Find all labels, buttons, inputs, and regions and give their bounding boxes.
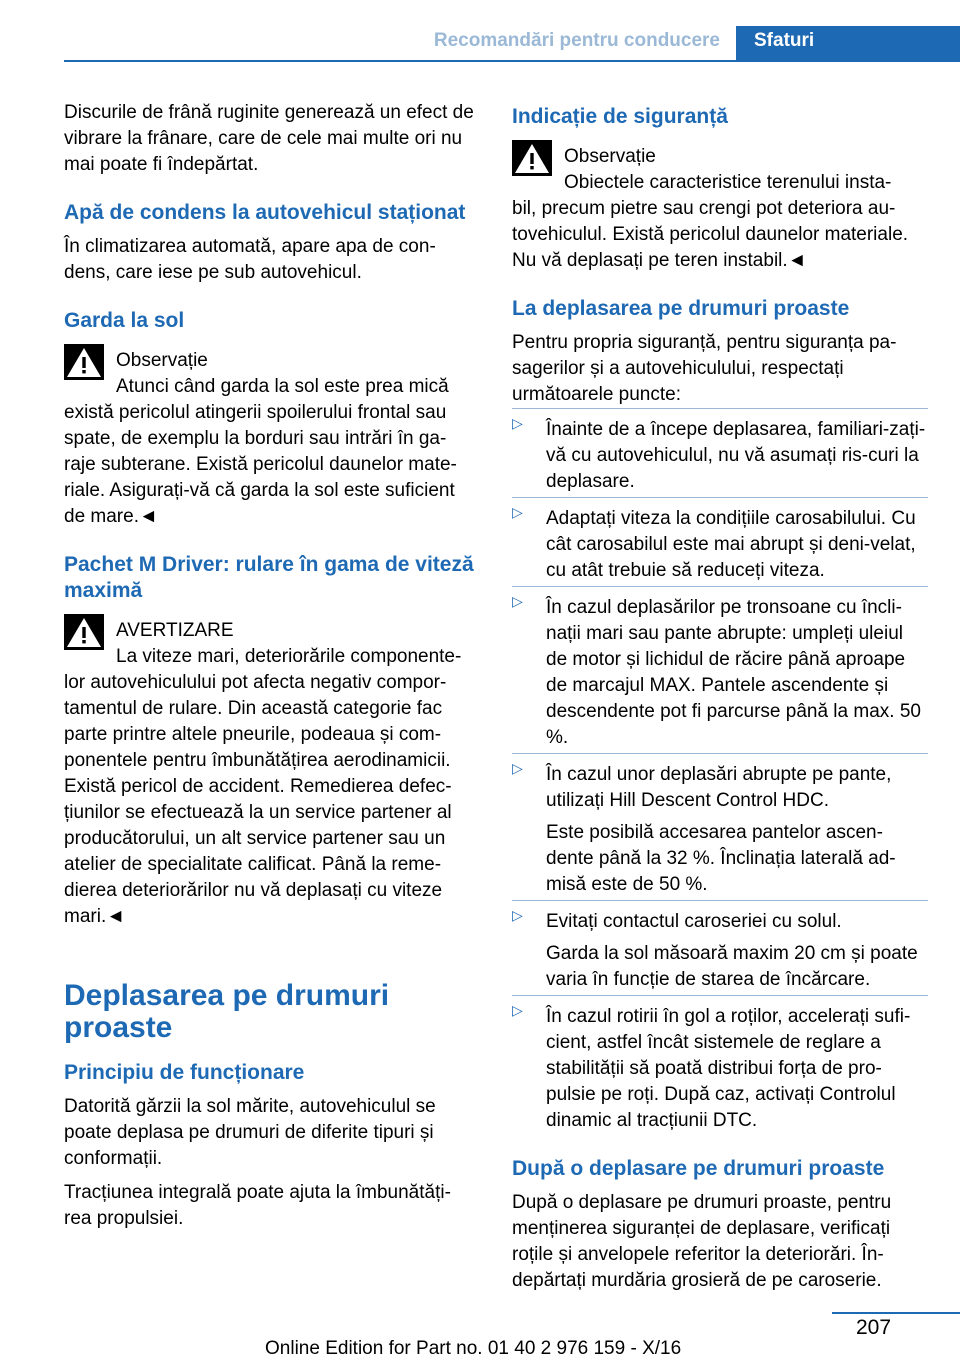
- edition-footer: Online Edition for Part no. 01 40 2 976 159 - X/16: [265, 1338, 682, 1359]
- triangle-right-icon: ▷: [512, 504, 523, 520]
- warning-triangle-icon: [64, 344, 104, 380]
- paragraph-principiu-1: Datorită gărzii la sol mărite, autovehiculul se poate deplasa pe drumuri de diferite tipuri și conformații.: [64, 1096, 436, 1169]
- list-item-text: Adaptați viteza la condițiile carosabilului. Cu cât carosabilul este mai abrupt și deni-velat, cu atât trebuie să reduceți viteza.: [546, 508, 916, 581]
- header-chapter-tab: Sfaturi: [736, 26, 960, 60]
- right-column: [512, 100, 928, 1302]
- list-item-text: Evitați contactul caroseriei cu solul.: [546, 911, 842, 932]
- notice-indicatie: [512, 138, 928, 274]
- notice-first-line: Atunci când garda la sol este prea mică: [116, 376, 449, 397]
- list-item: [512, 995, 928, 1134]
- heading-principiu: Principiu de funcționare: [64, 1061, 305, 1084]
- notice-body-text: bil, precum pietre sau crengi pot deteriora au-tovehiculul. Există pericolul daunelor materiale. Nu vă deplasați pe teren instabil.◄: [512, 198, 909, 271]
- list-item: [512, 900, 928, 993]
- heading-pachet-m-driver: Pachet M Driver: rulare în gama de viteză maximă: [64, 553, 474, 602]
- paragraph-intro: Pentru propria siguranță, pentru siguranța pa-sagerilor și a autovehiculului, respectați următoarele puncte:: [512, 332, 897, 405]
- notice-body-text: există pericolul atingerii spoilerului frontal sau spate, de exemplu la borduri sau intrări în ga-raje subterane. Există pericolul daunelor mate-riale. Asigurați-vă că garda la sol este suficient de mare.◄: [64, 402, 457, 527]
- paragraph-condens: În climatizarea automată, apare apa de con-dens, care iese pe sub autovehicul.: [64, 236, 436, 283]
- notice-title: AVERTIZARE: [116, 620, 234, 641]
- heading-garda-sol: Garda la sol: [64, 309, 185, 332]
- heading-dupa-deplasare: După o deplasare pe drumuri proaste: [512, 1157, 885, 1180]
- page-header: [64, 26, 960, 62]
- notice-title: Observație: [116, 350, 208, 371]
- list-item: [512, 408, 928, 495]
- triangle-right-icon: ▷: [512, 1002, 523, 1018]
- triangle-right-icon: ▷: [512, 593, 523, 609]
- bullet-list: [512, 408, 928, 1134]
- list-item-text: Înainte de a începe deplasarea, familiari-zați-vă cu autovehiculul, nu vă asumați ris-curi la deplasare.: [546, 419, 926, 492]
- warning-triangle-icon: [512, 140, 552, 176]
- triangle-right-icon: ▷: [512, 415, 523, 431]
- list-item: [512, 586, 928, 751]
- triangle-right-icon: ▷: [512, 760, 523, 776]
- warning-triangle-icon: [64, 614, 104, 650]
- footer-rule: [832, 1312, 960, 1314]
- heading-apa-condens: Apă de condens la autovehicul staționat: [64, 201, 466, 224]
- list-item-extra: Garda la sol măsoară maxim 20 cm și poate varia în funcție de starea de încărcare.: [546, 943, 918, 990]
- notice-pachet: [64, 612, 476, 930]
- notice-title: Observație: [564, 146, 656, 167]
- list-item-text: În cazul unor deplasări abrupte pe pante, utilizați Hill Descent Control HDC.: [546, 764, 892, 811]
- notice-first-line: Obiectele caracteristice terenului insta-: [564, 172, 892, 193]
- triangle-right-icon: ▷: [512, 907, 523, 923]
- list-item-text: În cazul deplasărilor pe tronsoane cu încli-nații mari sau pante abrupte: umpleți uleiul de motor și lichidul de răcire până aproape de marcajul MAX. Pantele ascendente și descendente pot fi parcurse până la max. 50 %.: [546, 597, 921, 748]
- list-item-text: În cazul rotirii în gol a roților, accelerați sufi-cient, astfel încât sistemele de reglare a stabilității să poată distribui forța de pro-pulsie pe roți. După caz, activați Controlul dinamic al tracțiunii DTC.: [546, 1006, 911, 1131]
- paragraph-discuri: Discurile de frână ruginite generează un efect de vibrare la frânare, care de cele mai multe ori nu mai poate fi îndepărtat.: [64, 102, 474, 175]
- heading-la-deplasarea: La deplasarea pe drumuri proaste: [512, 297, 850, 320]
- left-column: [64, 100, 476, 1240]
- paragraph-dupa: După o deplasare pe drumuri proaste, pentru menținerea siguranței de deplasare, verificați roțile și anvelopele referitor la deteriorări. În-depărtați murdăria grosieră de pe caroserie.: [512, 1192, 892, 1291]
- list-item: [512, 753, 928, 898]
- paragraph-principiu-2: Tracțiunea integrală poate ajuta la îmbunătăți-rea propulsiei.: [64, 1182, 451, 1229]
- list-item-extra: Este posibilă accesarea pantelor ascen-dente până la 32 %. Înclinația laterală ad-misă este de 50 %.: [546, 822, 896, 895]
- heading-deplasarea-drumuri-proaste: Deplasarea pe drumuri proaste: [64, 979, 390, 1044]
- page-number: 207: [856, 1316, 892, 1339]
- list-item: [512, 497, 928, 584]
- notice-first-line: La viteze mari, deteriorările componente-: [116, 646, 462, 667]
- notice-garda: [64, 342, 476, 530]
- notice-body-text: lor autovehiculului pot afecta negativ compor-tamentul de rulare. Din această categorie fac parte printre altele pneurile, podeaua și com-ponentele pentru îmbunătățirea aerodinamicii. Există pericol de accident. Remedierea defec-țiunilor se efectuează la un service partener al producătorului, un alt service partener sau un atelier de specialitate calificat. Până la reme-dierea deteriorărilor nu vă deplasați cu viteze mari.◄: [64, 672, 452, 927]
- heading-indicatie-siguranta: Indicație de siguranță: [512, 105, 728, 128]
- header-section-title: Recomandări pentru conducere: [433, 30, 720, 51]
